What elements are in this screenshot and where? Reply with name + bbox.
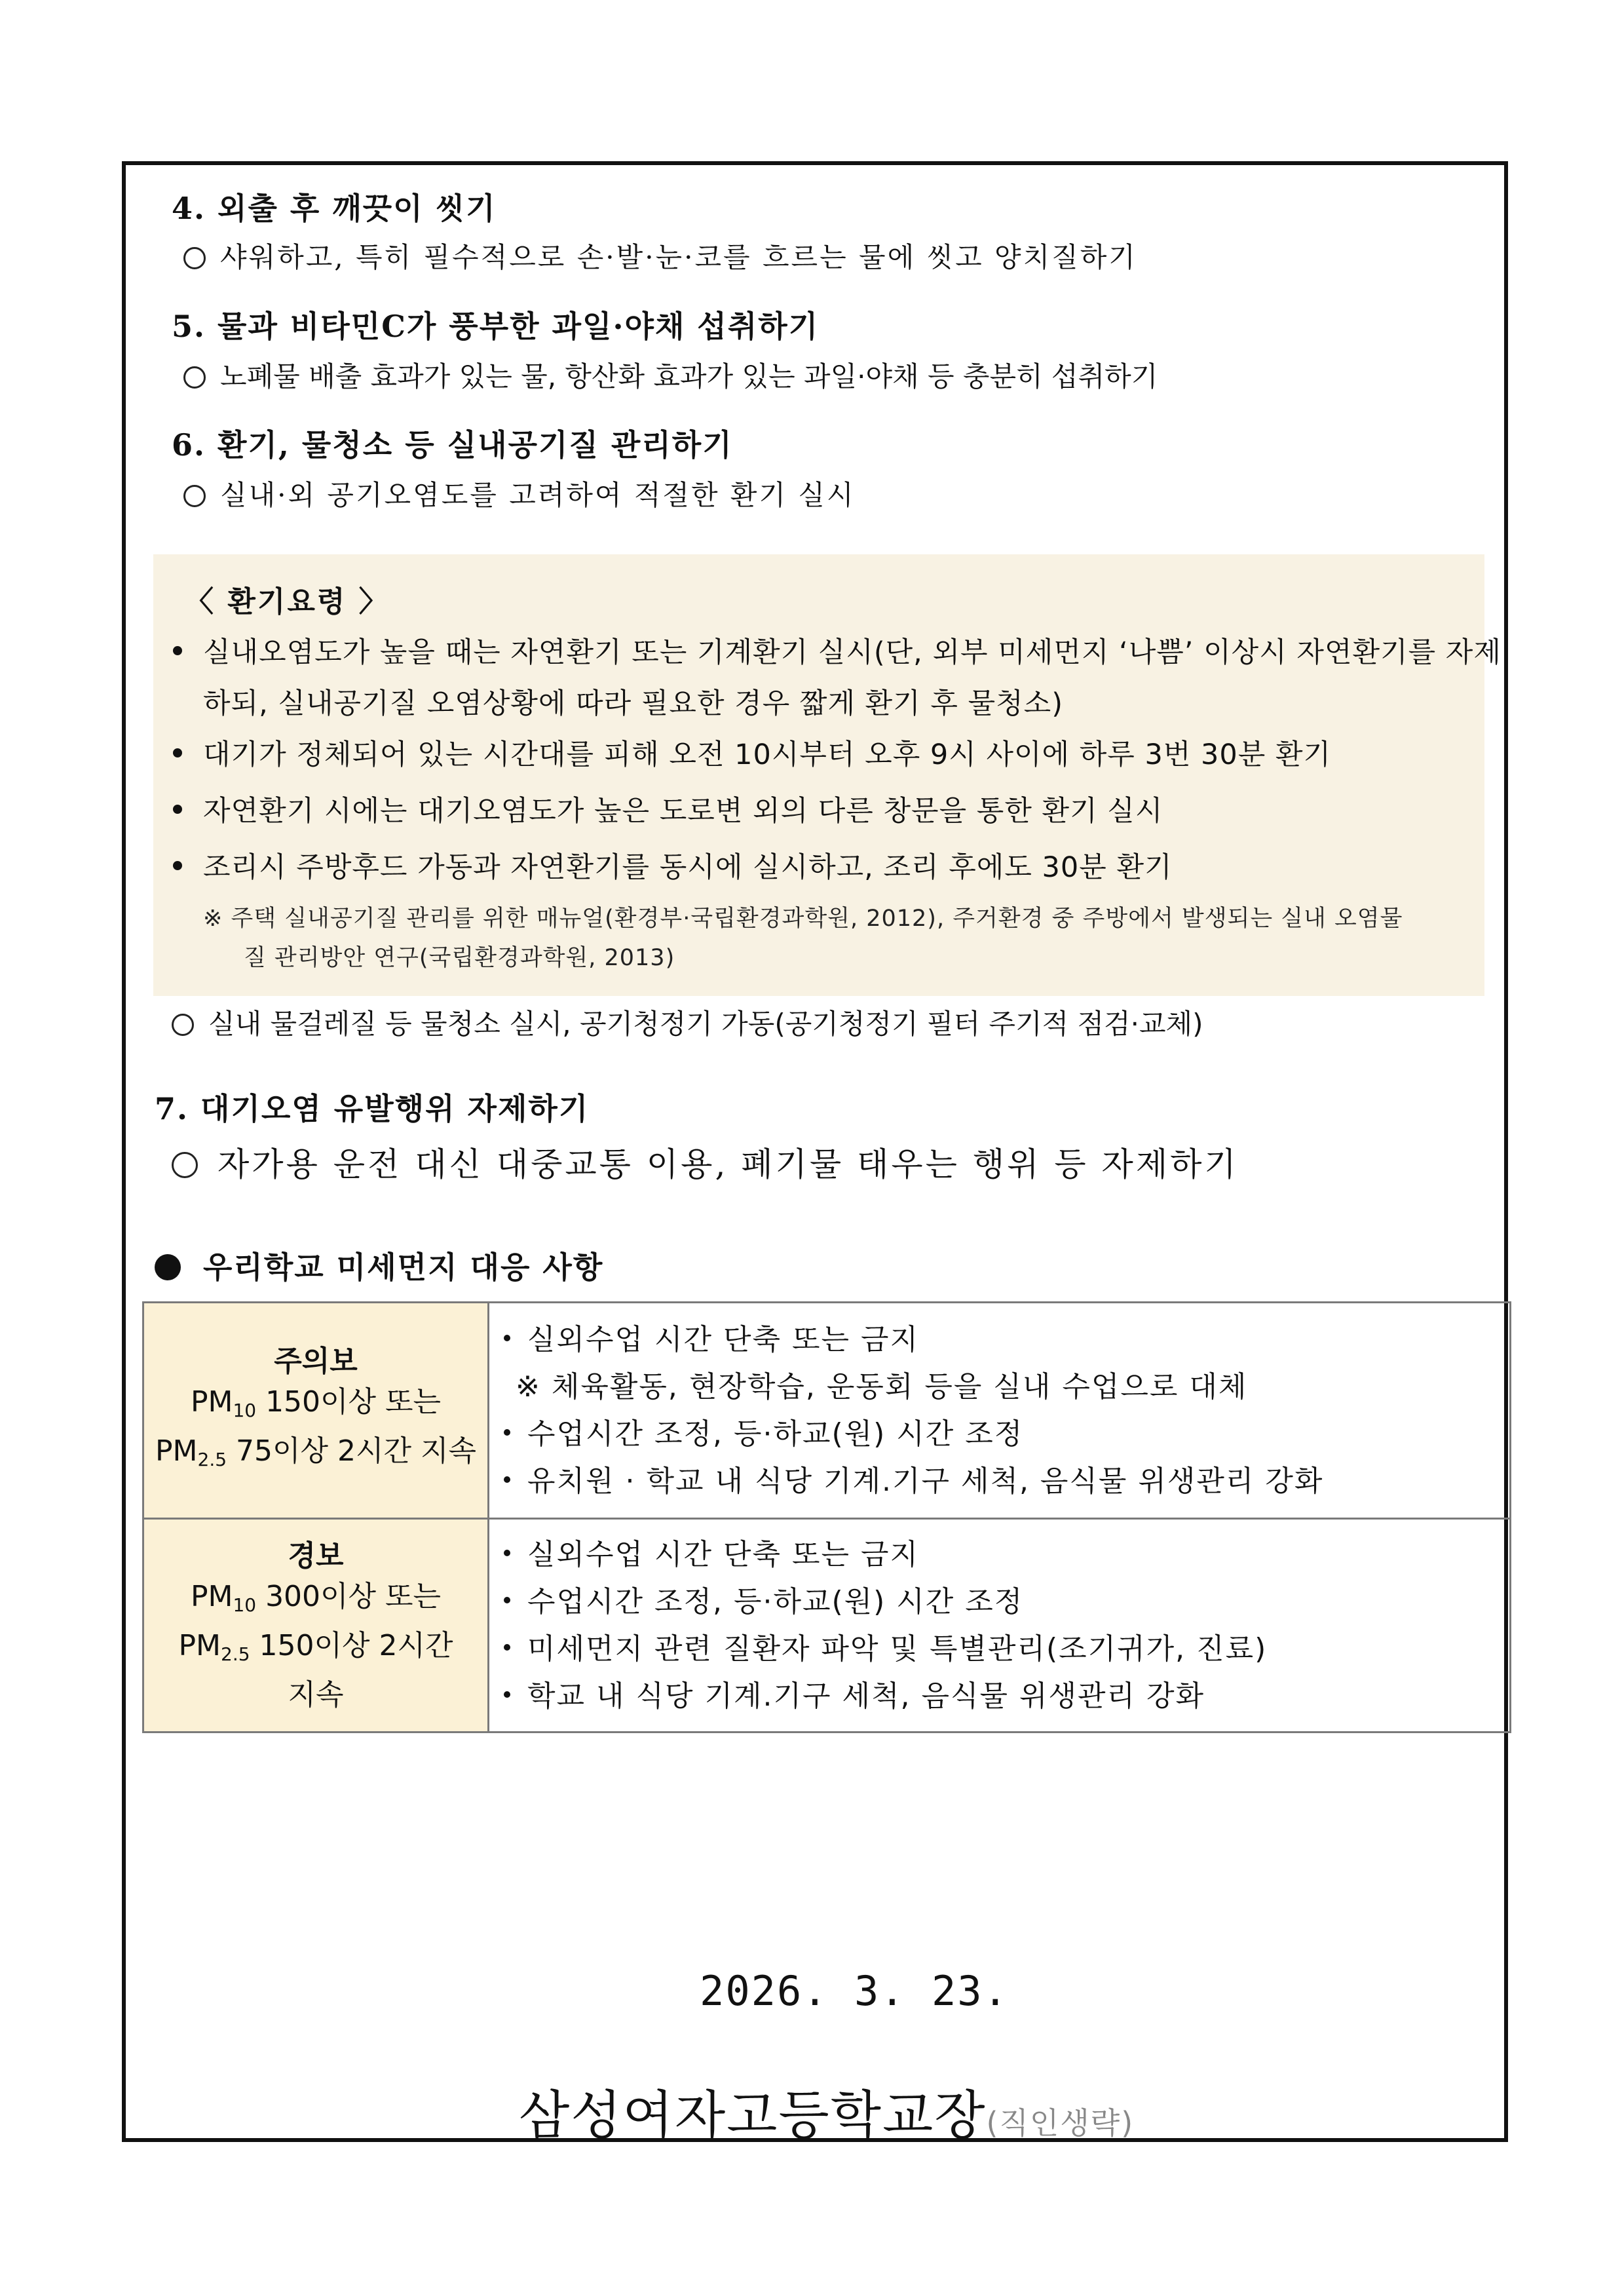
bullet-icon bbox=[173, 861, 182, 870]
ventilation-source-note-line2: 질 관리방안 연구(국립환경과학원, 2013) bbox=[244, 945, 675, 971]
document-date: 2026. 3. 23. bbox=[700, 1967, 1009, 2015]
section-6-item-text: 실내·외 공기오염도를 고려하여 적절한 환기 실시 bbox=[220, 479, 856, 511]
warning-action-text: 수업시간 조정, 등·하교(원) 시간 조정 bbox=[527, 1584, 1024, 1618]
section-7-item-text: 자가용 운전 대신 대중교통 이용, 폐기물 태우는 행위 등 자제하기 bbox=[217, 1145, 1239, 1183]
pm-label: PM bbox=[190, 1385, 233, 1419]
bullet-icon bbox=[504, 1335, 510, 1341]
ventilation-bullet-2-text: 대기가 정체되어 있는 시간대를 피해 오전 10시부터 오후 9시 사이에 하루 3번 30분 환기 bbox=[203, 738, 1332, 771]
ventilation-bullet-2 bbox=[173, 733, 1331, 773]
advisory-action bbox=[504, 1458, 1509, 1505]
ventilation-bullet-4 bbox=[173, 845, 1173, 885]
warning-pm25-threshold: 150이상 2시간 bbox=[250, 1628, 453, 1662]
signature-line bbox=[519, 2073, 1134, 2149]
warning-pm10-criteria bbox=[144, 1577, 487, 1626]
advisory-action-text: 실외수업 시간 단축 또는 금지 bbox=[527, 1322, 919, 1356]
principal-title: 삼성여자고등학교장 bbox=[519, 2085, 987, 2146]
ventilation-bullet-1-line1: 실내오염도가 높을 때는 자연환기 또는 기계환기 실시(단, 외부 미세먼지 ‘나쁨’ 이상시 자연환기를 자제 bbox=[203, 636, 1501, 669]
section-6-item bbox=[183, 474, 856, 513]
pm10-subscript: 10 bbox=[233, 1399, 257, 1421]
table-row-advisory bbox=[143, 1303, 1511, 1519]
circle-bullet-icon bbox=[172, 1014, 194, 1036]
advisory-action-text: 유치원 · 학교 내 식당 기계.기구 세척, 음식물 위생관리 강화 bbox=[527, 1464, 1324, 1498]
section-4-item bbox=[183, 236, 1137, 275]
ventilation-bullet-3-text: 자연환기 시에는 대기오염도가 높은 도로변 외의 다른 창문을 통한 환기 실시 bbox=[203, 795, 1163, 828]
advisory-label: 주의보 bbox=[274, 1344, 358, 1378]
ventilation-source-note-line1: ※ 주택 실내공기질 관리를 위한 매뉴얼(환경부·국립환경과학원, 2012), 주거환경 중 주방에서 발생되는 실내 오염물 bbox=[203, 906, 1403, 932]
advisory-pm10-criteria bbox=[144, 1382, 487, 1431]
advisory-action bbox=[504, 1316, 1509, 1364]
section-7-item bbox=[172, 1138, 1239, 1185]
advisory-pm25-criteria bbox=[144, 1431, 487, 1480]
warning-action-text: 학교 내 식당 기계.기구 세척, 음식물 위생관리 강화 bbox=[527, 1679, 1205, 1713]
pm25-subscript: 2.5 bbox=[197, 1448, 227, 1470]
ventilation-bullet-4-text: 조리시 주방후드 가동과 자연환기를 동시에 실시하고, 조리 후에도 30분 환기 bbox=[203, 851, 1173, 884]
section-6-item-2 bbox=[172, 1003, 1203, 1042]
pm-label: PM bbox=[155, 1434, 198, 1468]
warning-pm25-criteria bbox=[144, 1626, 487, 1675]
pm10-subscript: 10 bbox=[233, 1594, 257, 1616]
circle-bullet-icon bbox=[183, 366, 206, 389]
advisory-actions-cell bbox=[489, 1303, 1511, 1519]
table-row-warning bbox=[143, 1519, 1511, 1732]
ventilation-bullet-1 bbox=[173, 630, 1501, 670]
ventilation-bullet-1-line2: 하되, 실내공기질 오염상황에 따라 필요한 경우 짧게 환기 후 물청소) bbox=[203, 687, 1063, 720]
pm-label: PM bbox=[190, 1579, 233, 1613]
section-5-heading: 5. 물과 비타민C가 풍부한 과일·야채 섭취하기 bbox=[172, 309, 820, 344]
warning-actions-cell bbox=[489, 1519, 1511, 1732]
warning-level-cell bbox=[143, 1519, 489, 1732]
section-7-heading: 7. 대기오염 유발행위 자제하기 bbox=[155, 1091, 590, 1126]
section-4-heading: 4. 외출 후 깨끗이 씻기 bbox=[172, 191, 497, 226]
warning-action-text: 실외수업 시간 단축 또는 금지 bbox=[527, 1537, 919, 1571]
warning-action-text: 미세먼지 관련 질환자 파악 및 특별관리(조기귀가, 진료) bbox=[527, 1632, 1268, 1666]
filled-circle-icon bbox=[155, 1254, 181, 1280]
school-response-table bbox=[142, 1301, 1511, 1733]
bullet-icon bbox=[504, 1476, 510, 1483]
ventilation-bullet-3 bbox=[173, 789, 1163, 829]
circle-bullet-icon bbox=[172, 1152, 198, 1178]
pm25-subscript: 2.5 bbox=[221, 1643, 250, 1665]
warning-action bbox=[504, 1626, 1509, 1673]
bullet-icon bbox=[504, 1429, 510, 1436]
seal-omitted-note: (직인생략) bbox=[986, 2105, 1135, 2141]
bullet-icon bbox=[504, 1644, 510, 1651]
ventilation-title: 〈 환기요령 〉 bbox=[185, 585, 390, 619]
advisory-pm10-threshold: 150이상 또는 bbox=[256, 1385, 442, 1419]
warning-pm10-threshold: 300이상 또는 bbox=[256, 1579, 442, 1613]
circle-bullet-icon bbox=[183, 485, 206, 507]
advisory-action bbox=[504, 1411, 1509, 1458]
advisory-level-cell bbox=[143, 1303, 489, 1519]
bullet-icon bbox=[173, 805, 182, 814]
warning-pm25-duration: 지속 bbox=[288, 1677, 344, 1712]
bullet-icon bbox=[504, 1550, 510, 1556]
bullet-icon bbox=[173, 646, 182, 655]
warning-action bbox=[504, 1531, 1509, 1578]
section-6-item-2-text: 실내 물걸레질 등 물청소 실시, 공기청정기 가동(공기청정기 필터 주기적 점검·교체) bbox=[208, 1008, 1203, 1040]
circle-bullet-icon bbox=[183, 247, 206, 269]
warning-action bbox=[504, 1673, 1509, 1720]
advisory-action-note: ※ 체육활동, 현장학습, 운동회 등을 실내 수업으로 대체 bbox=[516, 1369, 1248, 1404]
pm-label: PM bbox=[178, 1628, 221, 1662]
section-4-item-text: 샤워하고, 특히 필수적으로 손·발·눈·코를 흐르는 물에 씻고 양치질하기 bbox=[220, 241, 1137, 273]
school-response-heading bbox=[155, 1244, 603, 1287]
section-6-heading: 6. 환기, 물청소 등 실내공기질 관리하기 bbox=[172, 427, 733, 463]
bullet-icon bbox=[504, 1691, 510, 1698]
section-5-item-text: 노폐물 배출 효과가 있는 물, 항산화 효과가 있는 과일·야채 등 충분히 섭취하기 bbox=[220, 360, 1158, 392]
warning-label: 경보 bbox=[288, 1539, 344, 1573]
advisory-action-text: 수업시간 조정, 등·하교(원) 시간 조정 bbox=[527, 1417, 1024, 1451]
section-5-item bbox=[183, 355, 1158, 394]
school-response-heading-text: 우리학교 미세먼지 대응 사항 bbox=[203, 1250, 604, 1285]
bullet-icon bbox=[504, 1597, 510, 1603]
advisory-pm25-threshold: 75이상 2시간 지속 bbox=[227, 1434, 476, 1468]
warning-action bbox=[504, 1578, 1509, 1626]
bullet-icon bbox=[173, 748, 182, 757]
